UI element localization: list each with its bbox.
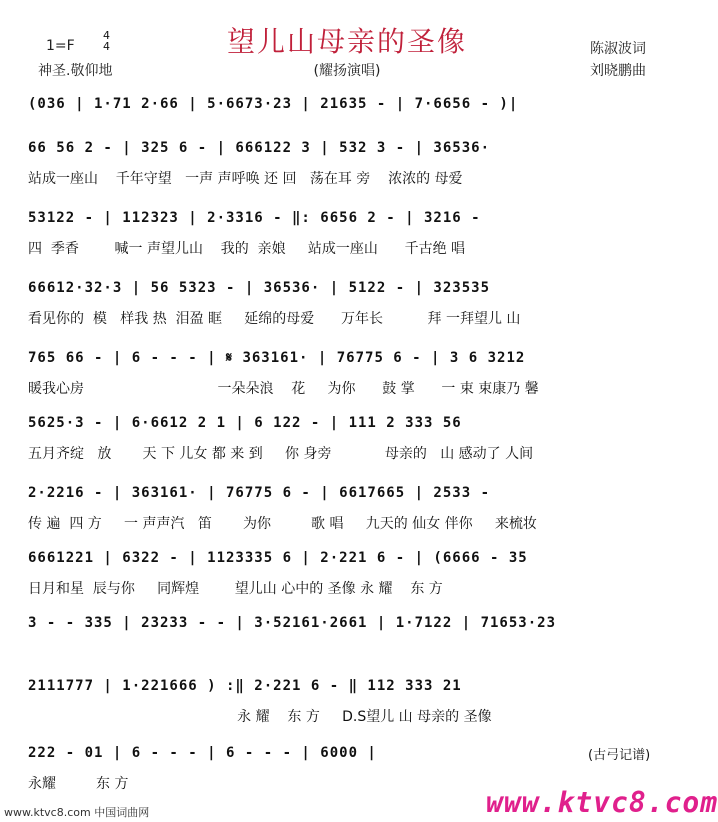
notation-line: 53122 - | 112323 | 2·3316 - ‖: 6656 2 - | 3216 -	[28, 210, 481, 226]
composer-credit: 刘晓鹏曲	[590, 63, 646, 79]
notation-line: 2·2216 - | 363161· | 76775 6 - | 6617665 | 2533 -	[28, 485, 491, 501]
transcriber-credit: (古弓记谱)	[588, 748, 651, 763]
notation-line: 2111777 | 1·221666 ) :‖ 2·221 6 - ‖ 112 333 21	[28, 678, 462, 694]
lyric-line: 永耀 东 方	[28, 776, 129, 792]
lyric-line: 五月齐绽 放 天 下 儿女 都 来 到 你 身旁 母亲的 山 感动了 人间	[28, 446, 534, 462]
footer-logo: www.ktvc8.com	[486, 786, 718, 819]
time-signature-top: 4	[103, 29, 110, 42]
mood-marking: 神圣.敬仰地	[38, 63, 113, 79]
lyric-line: 四 季香 喊一 声望儿山 我的 亲娘 站成一座山 千古绝 唱	[28, 241, 466, 257]
notation-line: 66 56 2 - | 325 6 - | 666122 3 | 532 3 - | 36536·	[28, 140, 491, 156]
footer-site-text: www.ktvc8.com 中国词曲网	[4, 806, 150, 819]
notation-line: 66612·32·3 | 56 5323 - | 36536· | 5122 - | 323535	[28, 280, 491, 296]
lyric-line: 传 遍 四 方 一 声声汽 笛 为你 歌 唱 九天的 仙女 伴你 来梳妆	[28, 516, 537, 532]
time-signature-bottom: 4	[103, 40, 110, 53]
notation-line: (036 | 1·71 2·66 | 5·6673·23 | 21635 - | 7·6656 - )|	[28, 96, 519, 112]
lyric-line: 站成一座山 千年守望 一声 声呼唤 还 回 荡在耳 旁 浓浓的 母爱	[28, 171, 463, 187]
performer-credit: (耀扬演唱)	[313, 63, 381, 79]
lyric-line: 暖我心房 一朵朵浪 花 为你 鼓 掌 一 束 束康乃 馨	[28, 381, 539, 397]
key-signature: 1=F	[46, 38, 75, 54]
song-title: 望儿山母亲的圣像	[226, 25, 467, 58]
time-signature	[103, 30, 110, 52]
notation-line: 765 66 - | 6 - - - | 𝄋 363161· | 76775 6 - | 3 6 3212	[28, 350, 526, 366]
lyric-line: 日月和星 辰与你 同辉煌 望儿山 心中的 圣像 永 耀 东 方	[28, 581, 443, 597]
notation-line: 3 - - 335 | 23233 - - | 3·52161·2661 | 1·7122 | 71653·23	[28, 615, 557, 631]
notation-line: 5625·3 - | 6·6612 2 1 | 6 122 - | 111 2 333 56	[28, 415, 462, 431]
lyricist-credit: 陈淑波词	[590, 41, 646, 57]
notation-line: 6661221 | 6322 - | 1123335 6 | 2·221 6 - | (6666 - 35	[28, 550, 528, 566]
notation-line: 222 - 01 | 6 - - - | 6 - - - | 6000 |	[28, 745, 377, 761]
lyric-line: 看见你的 模 样我 热 泪盈 眶 延绵的母爱 万年长 拜 一拜望儿 山	[28, 311, 521, 327]
lyric-line: 永 耀 东 方 D.S望儿 山 母亲的 圣像	[28, 709, 492, 725]
